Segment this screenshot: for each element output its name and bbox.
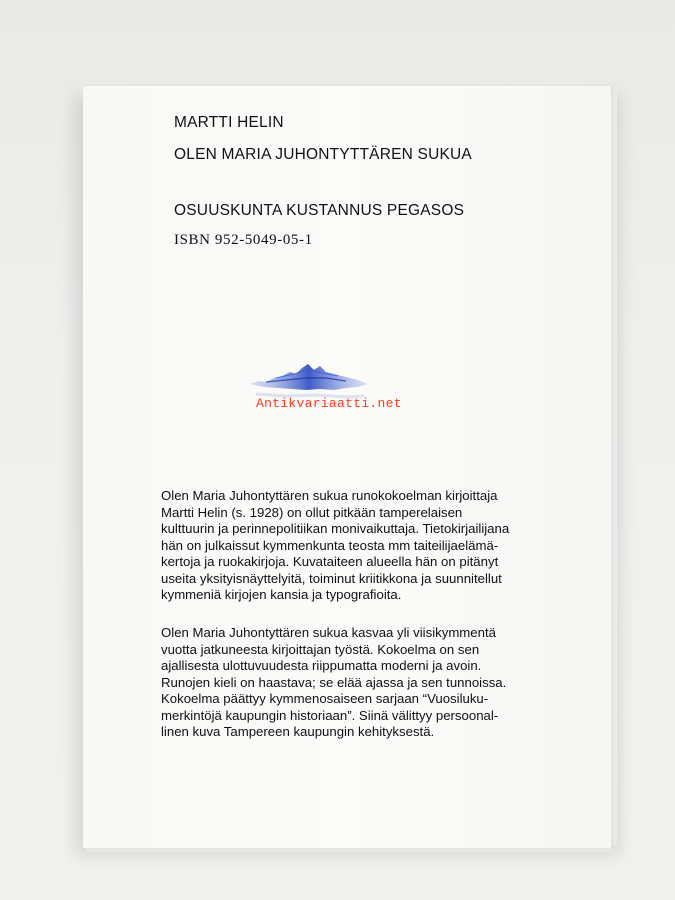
blurb-line: hän on julkaissut kymmenkunta teosta mm taiteilijaelämä- bbox=[161, 537, 499, 553]
blurb-line: Olen Maria Juhontyttären sukua runokokoelman kirjoittaja bbox=[161, 488, 498, 503]
blurb-paragraph-2 bbox=[161, 625, 556, 741]
book-page-edge bbox=[611, 90, 617, 846]
blurb-line: Martti Helin (s. 1928) on ollut pitkään tamperelaisen bbox=[161, 504, 463, 520]
blurb-line: vuotta jatkuneesta kirjoittajan työstä. Kokoelma on sen bbox=[161, 641, 480, 657]
publisher-name: OSUUSKUNTA KUSTANNUS PEGASOS bbox=[174, 202, 465, 219]
blurb-line: merkintöjä kaupungin historiaan”. Siinä välittyy persoonal- bbox=[161, 707, 499, 723]
blurb-line: Runojen kieli on haastava; se elää ajassa ja sen tunnoissa. bbox=[161, 674, 507, 690]
blurb-line: kulttuurin ja perinnepolitiikan monivaikuttaja. Tietokirjailijana bbox=[161, 521, 510, 536]
author-name: MARTTI HELIN bbox=[174, 114, 284, 131]
book-bottom-edge bbox=[86, 848, 614, 852]
blurb-line: Kokoelma päättyy kymmenosaiseen sarjaan “Vuosiluku- bbox=[161, 691, 489, 706]
blurb-line: Olen Maria Juhontyttären sukua kasvaa yli viisikymmentä bbox=[161, 625, 496, 640]
book-title: OLEN MARIA JUHONTYTTÄREN SUKUA bbox=[174, 146, 472, 163]
blurb-line: useita yksityisnäyttelyitä, toiminut kriitikkona ja suunnitellut bbox=[161, 570, 502, 586]
blurb-line: kymmeniä kirjojen kansia ja typografioita. bbox=[161, 587, 402, 602]
blurb-line: kertoja ja ruokakirjoja. Kuvataiteen alueella hän on pitänyt bbox=[161, 554, 499, 569]
blurb-line: linen kuva Tampereen kaupungin kehityksestä. bbox=[161, 724, 435, 739]
blurb-paragraph-1 bbox=[161, 488, 556, 604]
isbn: ISBN 952-5049-05-1 bbox=[174, 232, 313, 248]
blurb-line: ajallisesta ulottuvuudesta riippumatta moderni ja avoin. bbox=[161, 658, 482, 673]
watermark-text: Antikvariaatti.net bbox=[256, 396, 402, 411]
